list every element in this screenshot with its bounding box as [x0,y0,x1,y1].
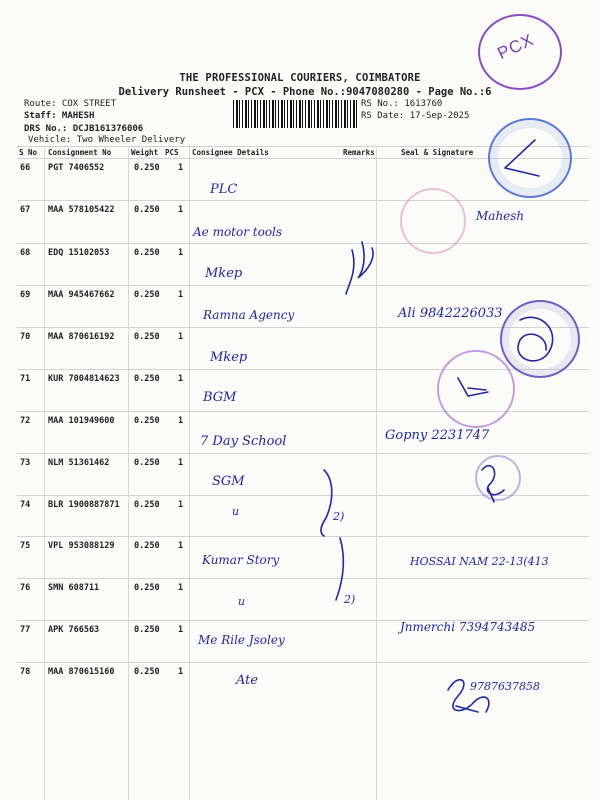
row-pcs: 1 [178,332,184,342]
row-consignment-no: BLR 1900887871 [48,500,120,510]
row-weight: 0.250 [134,500,160,510]
col-remarks: Remarks [343,148,375,157]
row-consignment-no: KUR 7004814623 [48,374,120,384]
row-consignment-no: VPL 953088129 [48,541,115,551]
row-consignee-handwritten: u [232,505,240,518]
row-consignment-no: MAA 101949600 [48,416,115,426]
row-sno: 77 [20,625,31,635]
row-weight: 0.250 [134,625,160,635]
row-consignee-handwritten: Ate [236,673,259,688]
row-consignee-handwritten: PLC [210,182,238,197]
bracket-mark [321,470,332,536]
row-signature: Jnmerchi 7394743485 [400,620,536,634]
row-consignee-handwritten: u [238,595,246,608]
signature-mark [518,317,553,361]
row-weight: 0.250 [134,290,160,300]
row-consignment-no: SMN 608711 [48,583,100,593]
row-sno: 66 [20,163,31,173]
row-weight: 0.250 [134,374,160,384]
drs-number: DRS No.: DCJB161376006 [24,124,144,134]
row-consignee-handwritten: Mkep [210,350,248,365]
row-sno: 75 [20,541,31,551]
vehicle-label: Vehicle: Two Wheeler Delivery [28,135,186,145]
signature-mark [346,242,373,294]
pcx-stamp-text: PCX [494,29,537,64]
row-pcs: 1 [178,500,184,510]
row-sno: 76 [20,583,31,593]
row-signature: 9787637858 [470,680,540,693]
col-weight: Weight [131,148,159,157]
row-consignee-handwritten: Me Rile Jsoley [198,633,285,647]
row-consignment-no: MAA 578105422 [48,205,115,215]
row-pcs: 1 [178,625,184,635]
row-consignment-no: MAA 870616192 [48,332,115,342]
rs-date: RS Date: 17-Sep-2025 [361,111,470,121]
row-consignment-no: MAA 870615160 [48,667,115,677]
row-pcs: 1 [178,290,184,300]
row-consignment-no: MAA 945467662 [48,290,115,300]
col-pcs: PCS [165,148,179,157]
row-pcs: 1 [178,374,184,384]
row-consignee-handwritten: SGM [212,474,245,489]
row-signature: Gopny 2231747 [385,428,490,443]
col-seal: Seal & Signature [401,148,474,157]
row-pcs: 1 [178,163,184,173]
row-consignment-no: APK 766563 [48,625,100,635]
row-consignee-handwritten: Kumar Story [202,553,280,567]
row-weight: 0.250 [134,248,160,258]
row-sno: 73 [20,458,31,468]
row-consignment-no: PGT 7406552 [48,163,105,173]
row-signature: Mahesh [476,209,525,223]
row-sno: 67 [20,205,31,215]
row-consignee-handwritten: Ae motor tools [193,225,283,239]
col-consignment: Consignment No [48,148,112,157]
row-pcs: 1 [178,541,184,551]
row-sno: 78 [20,667,31,677]
col-sno: S No [19,148,38,157]
rs-number: RS No.: 1613760 [361,99,443,109]
signature-mark [448,680,489,712]
row-weight: 0.250 [134,458,160,468]
row-consignment-no: EDQ 15102053 [48,248,110,258]
row-weight: 0.250 [134,163,160,173]
row-weight: 0.250 [134,205,160,215]
bracket-mark [336,538,343,600]
row-weight: 0.250 [134,332,160,342]
row-sno: 69 [20,290,31,300]
row-consignee-handwritten: 7 Day School [200,434,287,449]
row-signature: HOSSAI NAM 22-13(413 [410,555,549,568]
row-sno: 74 [20,500,31,510]
row-pcs: 1 [178,416,184,426]
row-pcs: 1 [178,205,184,215]
row-sno: 71 [20,374,31,384]
row-sno: 68 [20,248,31,258]
row-pcs: 1 [178,583,184,593]
row-consignee-handwritten: Mkep [205,266,243,281]
row-weight: 0.250 [134,416,160,426]
row-pcs: 1 [178,667,184,677]
bracket-note: 2) [333,510,345,523]
row-weight: 0.250 [134,541,160,551]
row-pcs: 1 [178,458,184,468]
row-consignee-handwritten: BGM [203,390,237,405]
row-pcs: 1 [178,248,184,258]
signature-mark [482,466,504,502]
row-sno: 72 [20,416,31,426]
route-label: Route: COX STREET [24,99,117,109]
row-signature: Ali 9842226033 [398,306,503,321]
bracket-note: 2) [344,593,356,606]
page-title: THE PROFESSIONAL COURIERS, COIMBATORE [179,72,421,84]
row-weight: 0.250 [134,583,160,593]
runsheet-subtitle: Delivery Runsheet - PCX - Phone No.:9047080280 - Page No.:6 [118,86,492,98]
signature-mark [458,378,488,396]
row-sno: 70 [20,332,31,342]
col-consignee: Consignee Details [192,148,269,157]
row-weight: 0.250 [134,667,160,677]
row-consignment-no: NLM 51361462 [48,458,110,468]
staff-label: Staff: MAHESH [24,111,95,121]
row-consignee-handwritten: Ramna Agency [203,308,295,322]
signature-mark [505,140,539,176]
